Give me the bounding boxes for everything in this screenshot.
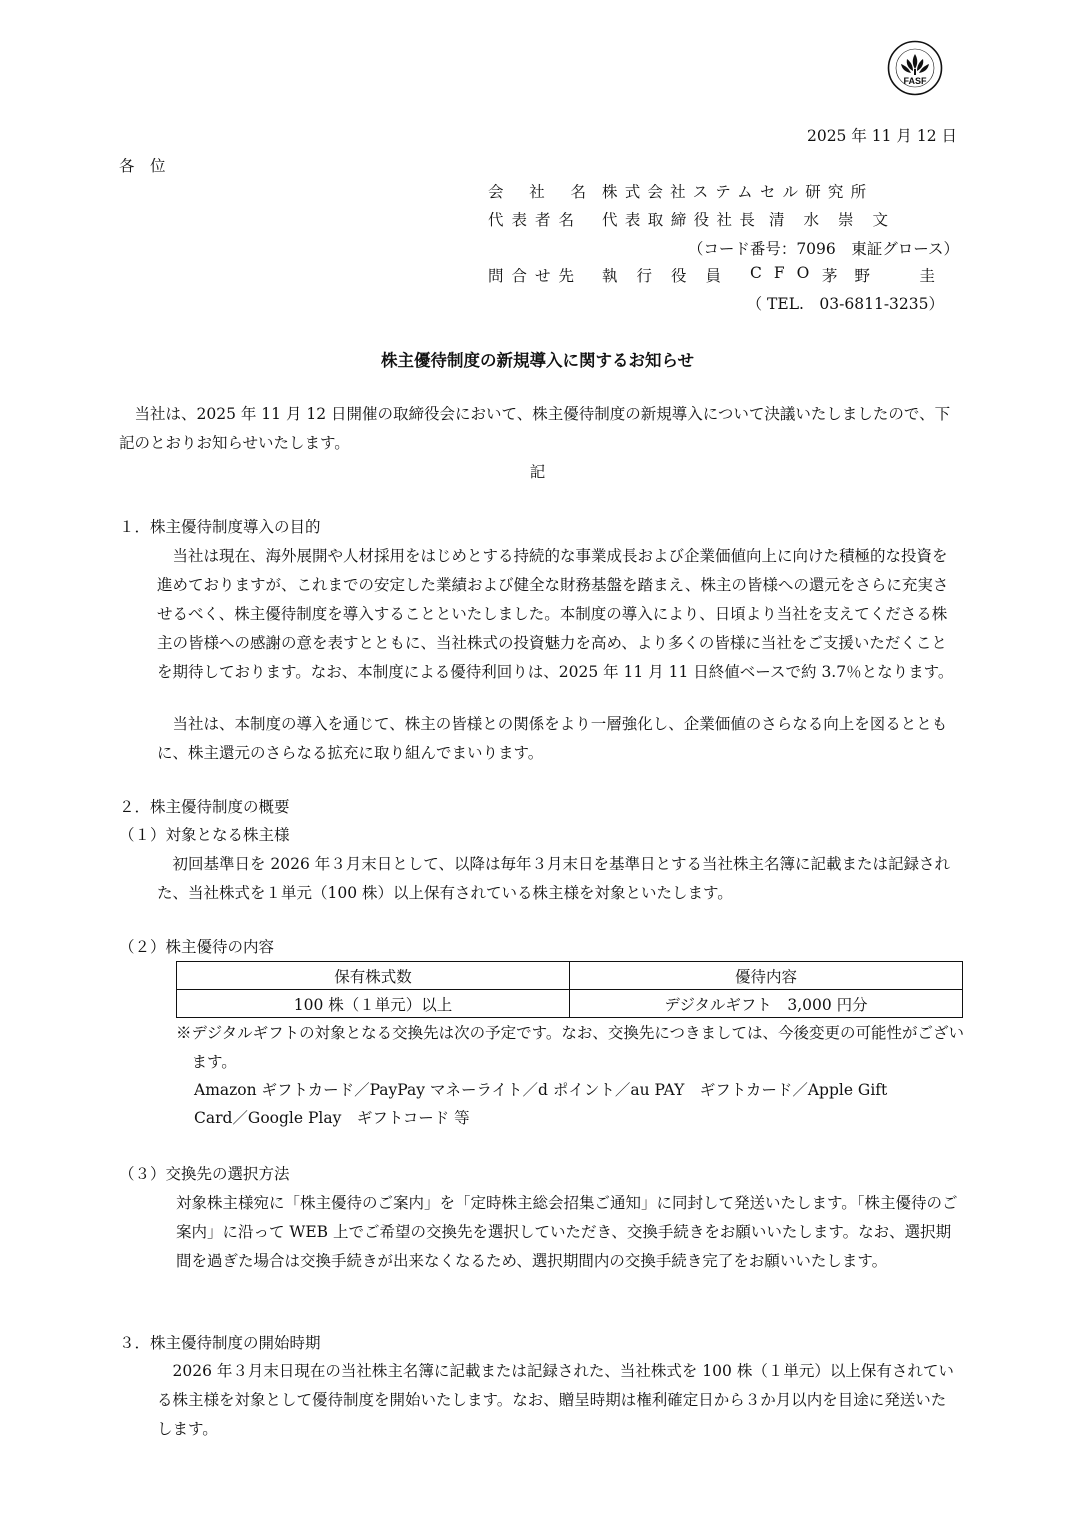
addressee: 各 位	[119, 157, 166, 175]
page-title: 株主優待制度の新規導入に関するお知らせ	[380, 351, 694, 370]
document-date: 2025 年 11 月 12 日	[806, 127, 957, 145]
representative-title: 代表取締役社長	[602, 211, 763, 229]
stock-code: （コード番号：7096 東証グロース）	[687, 240, 959, 258]
section3-text: 2026 年３月末日現在の当社株主名簿に記載または記録された、当社株式を 100 株（１単元）以上保有されている株主様を対象として優待制度を開始いたします。なお、贈呈時期は権利確定日から３か月以内を目途に発送いたします。	[157, 1362, 954, 1438]
section1-heading: １．株主優待制度導入の目的	[119, 518, 321, 536]
contact-name: 茅野 圭	[822, 267, 953, 285]
table-cell: デジタルギフト 3,000 円分	[570, 990, 963, 1018]
representative-name: 清水崇文	[769, 211, 908, 229]
table-header-cell: 優待内容	[570, 962, 963, 990]
company-name: 株式会社ステムセル研究所	[602, 183, 874, 201]
subsection2-heading: （２）株主優待の内容	[119, 938, 275, 956]
subsection1-text: 初回基準日を 2026 年３月末日として、以降は毎年３月末日を基準日とする当社株主名簿に記載または記録された、当社株式を１単元（100 株）以上保有されている株主様を対象といたします。	[157, 855, 950, 902]
subsection1-heading: （１）対象となる株主様	[119, 826, 290, 844]
contact-tel: （ TEL. 03-6811-3235）	[746, 295, 944, 313]
logo-text: FASF	[903, 76, 927, 86]
ki-marker: 記	[529, 463, 546, 481]
section2-heading: ２．株主優待制度の概要	[119, 798, 290, 816]
section1-paragraph2: 当社は、本制度の導入を通じて、株主の皆様との関係をより一層強化し、企業価値のさらなる向上を図るとともに、株主還元のさらなる拡充に取り組んでまいります。	[157, 715, 948, 762]
section1-paragraph1: 当社は現在、海外展開や人材採用をはじめとする持続的な事業成長および企業価値向上に向けた積極的な投資を進めておりますが、これまでの安定した業績および健全な財務基盤を踏まえ、株主の皆様への還元をさらに充実させるべく、株主優待制度を導入することといたしました。本制度の導入により、日頃より当社を支えてくださる株主の皆様への感謝の意を表すとともに、当社株式の投資魅力を高め、より多くの皆様に当社をご支援いただくことを期待しております。なお、本制度による優待利回りは、2025 年 11 月 11 日終値ベースで約 3.7％となります。	[157, 547, 954, 681]
table-cell: 100 株（１単元）以上	[177, 990, 570, 1018]
table-header-row	[177, 962, 963, 990]
table-header-cell: 保有株式数	[177, 962, 570, 990]
table-row	[177, 990, 963, 1018]
representative-label: 代表者名	[488, 211, 583, 229]
gift-note: ※デジタルギフトの対象となる交換先は次の予定です。なお、交換先につきましては、今後変更の可能性がございます。	[176, 1024, 965, 1071]
gift-list-line2: Card／Google Play ギフトコード 等	[194, 1109, 470, 1127]
section3-heading: ３．株主優待制度の開始時期	[119, 1334, 321, 1352]
company-name-label: 会 社 名	[488, 183, 586, 201]
subsection3-heading: （３）交換先の選択方法	[119, 1165, 290, 1183]
contact-title: 執行役員	[602, 267, 741, 285]
benefit-table	[176, 961, 963, 1018]
fasf-logo	[887, 40, 943, 96]
subsection3-text: 対象株主様宛に「株主優待のご案内」を「定時株主総会招集ご通知」に同封して発送いたします。「株主優待のご案内」に沿って WEB 上でご希望の交換先を選択していただき、交換手続きをお願いいたします。なお、選択期間を過ぎた場合は交換手続きが出来なくなるため、選択期間内の交換手続き完了をお願いいたします。	[176, 1194, 958, 1270]
gift-list-line1: Amazon ギフトカード／PayPay マネーライト／d ポイント／au PAY ギフトカード／Apple Gift	[194, 1081, 888, 1099]
contact-label: 問合せ先	[488, 267, 583, 285]
contact-role: CFO	[750, 264, 822, 282]
intro-paragraph: 当社は、2025 年 11 月 12 日開催の取締役会において、株主優待制度の新規導入について決議いたしましたので、下記のとおりお知らせいたします。	[119, 405, 951, 452]
